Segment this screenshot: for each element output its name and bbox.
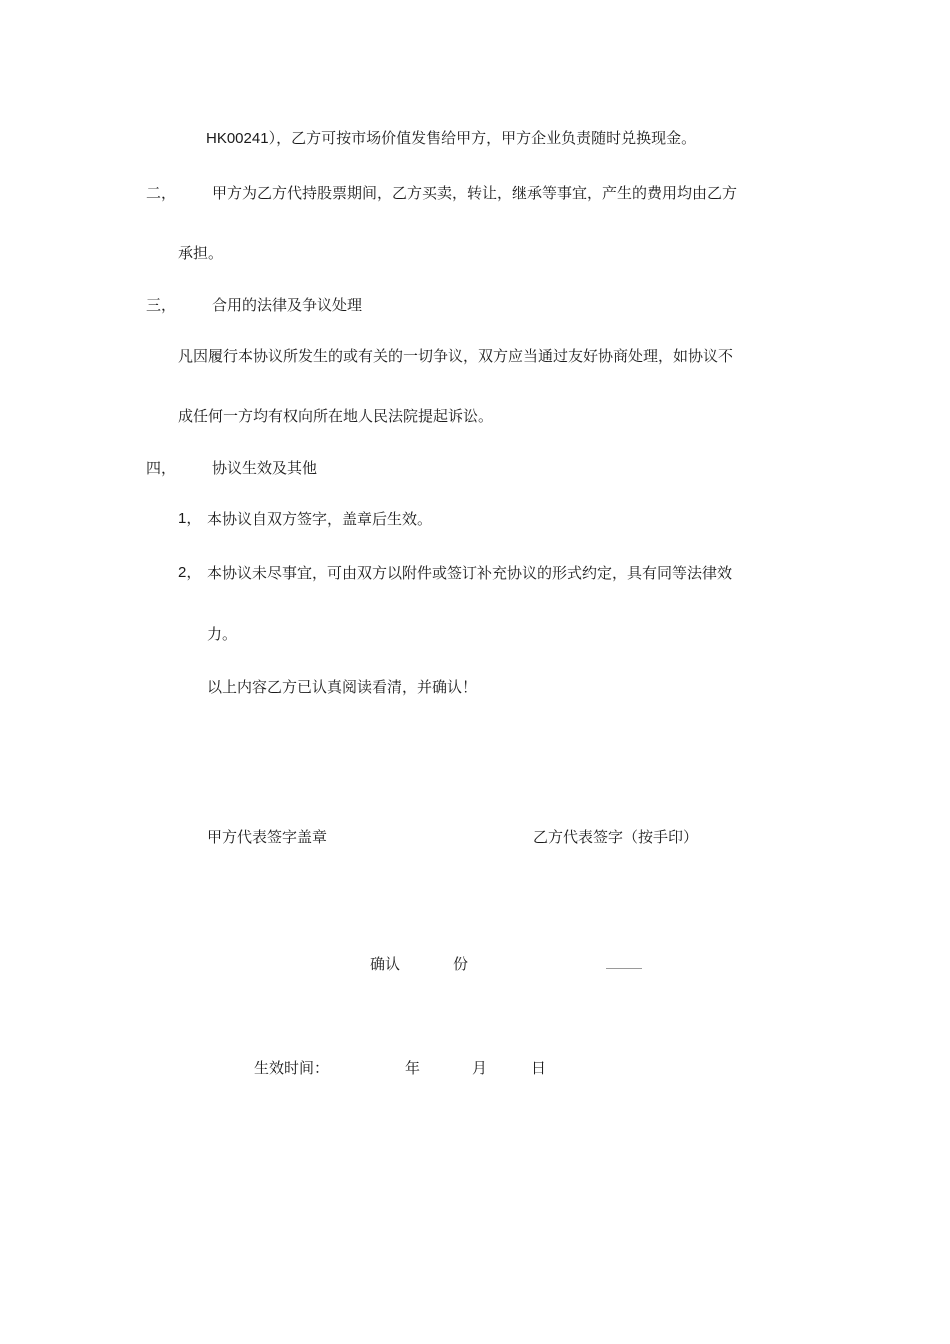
section-4-number: 四，	[146, 459, 177, 477]
section-4-heading: 协议生效及其他	[212, 459, 318, 477]
item-1-text: 本协议自双方签字，盖章后生效。	[207, 510, 433, 528]
party-a-signature-label: 甲方代表签字盖章	[207, 828, 328, 846]
section-2-line-2: 承担。	[178, 244, 224, 262]
copies-label: 确认	[370, 955, 401, 973]
section-3-number: 三，	[146, 296, 177, 314]
continuation-text: ），乙方可按市场价值发售给甲方，甲方企业负责随时兑换现金。	[268, 129, 697, 147]
effective-date-month: 月	[472, 1059, 488, 1077]
party-b-signature-label: 乙方代表签字（按手印）	[533, 828, 699, 846]
continuation-line	[206, 128, 696, 149]
section-2-line-1: 甲方为乙方代持股票期间，乙方买卖，转让，继承等事宜，产生的费用均由乙方	[212, 184, 738, 202]
stock-code: HK00241	[206, 130, 269, 147]
item-2-number: 2，	[178, 564, 202, 581]
item-2-line-2: 力。	[207, 625, 238, 643]
blank-line	[606, 968, 642, 969]
effective-date-day: 日	[531, 1059, 547, 1077]
effective-date-label: 生效时间：	[254, 1059, 330, 1077]
confirmation-text: 以上内容乙方已认真阅读看清，并确认！	[207, 678, 478, 696]
item-1-number: 1，	[178, 510, 202, 527]
effective-date-year: 年	[405, 1059, 421, 1077]
section-2-number: 二，	[146, 184, 177, 202]
section-3-line-1: 凡因履行本协议所发生的或有关的一切争议，双方应当通过友好协商处理，如协议不	[178, 347, 734, 365]
section-3-line-2: 成任何一方均有权向所在地人民法院提起诉讼。	[178, 407, 494, 425]
section-3-heading: 合用的法律及争议处理	[212, 296, 363, 314]
item-2-line-1: 本协议未尽事宜，可由双方以附件或签订补充协议的形式约定，具有同等法律效	[207, 564, 733, 582]
copies-unit: 份	[453, 955, 469, 973]
